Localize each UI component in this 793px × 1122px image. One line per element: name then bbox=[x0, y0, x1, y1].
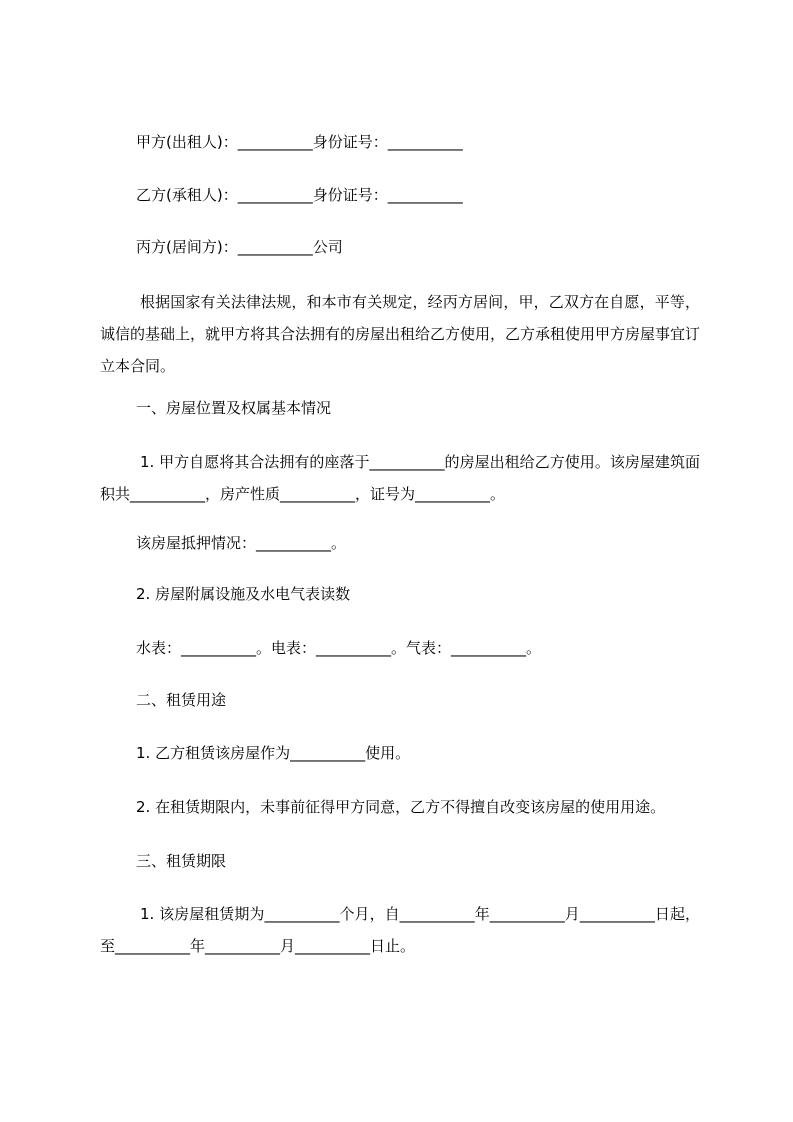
section-2-item-1: 1. 乙方租赁该房屋作为__________使用。 bbox=[136, 744, 411, 762]
section-3-title: 三、租赁期限 bbox=[136, 852, 227, 870]
mortgage-line: 该房屋抵押情况：__________。 bbox=[136, 534, 347, 552]
section-3-item-1: 1. 该房屋租赁期为__________个月，自__________年__________月__________日起，至__________年__________月__________日止。 bbox=[100, 905, 700, 955]
section-1-item-2: 2. 房屋附属设施及水电气表读数 bbox=[136, 585, 351, 603]
party-b-line: 乙方(承租人)：__________身份证号：__________ bbox=[136, 186, 463, 204]
meters-line: 水表：__________。电表：__________。气表：__________。 bbox=[136, 639, 542, 657]
section-2-item-2: 2. 在租赁期限内，未事前征得甲方同意，乙方不得擅自改变该房屋的使用用途。 bbox=[136, 798, 666, 816]
preamble-paragraph: 根据国家有关法律法规，和本市有关规定，经丙方居间，甲，乙双方在自愿，平等，诚信的基础上，就甲方将其合法拥有的房屋出租给乙方使用，乙方承租使用甲方房屋事宜订立本合同。 bbox=[100, 293, 701, 375]
section-1-item-1: 1. 甲方自愿将其合法拥有的座落于__________的房屋出租给乙方使用。该房屋建筑面积共__________，房产性质__________，证号为__________。 bbox=[100, 453, 700, 503]
party-a-line: 甲方(出租人)：__________身份证号：__________ bbox=[136, 133, 463, 151]
party-c-line: 丙方(居间方)：__________公司 bbox=[136, 238, 343, 256]
section-2-title: 二、租赁用途 bbox=[136, 691, 227, 709]
section-1-title: 一、房屋位置及权属基本情况 bbox=[136, 399, 332, 417]
